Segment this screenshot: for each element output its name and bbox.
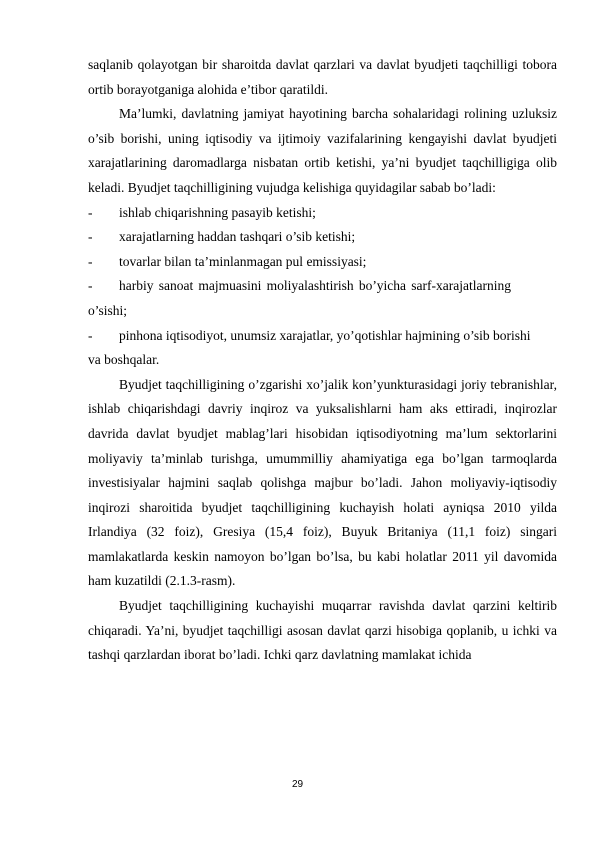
page-number: 29 — [291, 779, 304, 790]
list-item — [88, 324, 557, 349]
list-item-continuation: va boshqalar. — [88, 352, 160, 368]
list-item-text: tovarlar bilan ta’minlanmagan pul emissiyasi; — [119, 253, 367, 269]
list-item — [88, 274, 557, 299]
list-item — [88, 250, 557, 275]
list-item-text — [119, 274, 511, 299]
word: bo’yicha — [358, 278, 407, 294]
word: sarf-xarajatlarning — [411, 278, 511, 294]
paragraph-budget-deficit-causes: Ma’lumki, davlatning jamiyat hayotining barcha sohalaridagi rolining uzluksiz o’sib borishi, uning iqtisodiy va ijtimoiy vazifalarining kengayishi davlat byudjeti xarajatlarining daromadlarga nisbatan ortib ketishi, ya’ni byudjet taqchilligiga olib keladi. Byudjet taqchilligining vujudga kelishiga quyidagilar sabab bo’ladi: — [88, 106, 557, 195]
paragraph-state-debt: Byudjet taqchilligining kuchayishi muqarrar ravishda davlat qarzini keltirib chiqaradi. Ya’ni, byudjet taqchilligi asosan davlat qarzi hisobiga qoplanib, u ichki va tashqi qarzlardan iborat bo’ladi. Ichki qarz davlatning mamlakat ichida — [88, 598, 557, 663]
list-item-text: xarajatlarning haddan tashqari o’sib ketishi; — [119, 229, 356, 245]
paragraph-deficit-dynamics: Byudjet taqchilligining o’zgarishi xo’jalik kon’yunkturasidagi joriy tebranishlar, ishlab chiqarishdagi davriy inqiroz va yuksalishlarni ham aks ettiradi, inqirozlar davrida davlat byudjet mablag’lari hisobidan iqtisodiyotning ma’lum sektorlarini moliyaviy ta’minlab turishga, umummilliy ahamiyatiga ega bo’lgan tarmoqlarda investisiyalar hajmini saqlab qolishga majbur bo’ladi. Jahon moliyaviy-iqtisodiy inqirozi sharoitida byudjet taqchilligining kuchayish holati ayniqsa 2010 yilda Irlandiya (32 foiz), Gresiya (15,4 foiz), Buyuk Britaniya (11,1 foiz) singari mamlakatlarda keskin namoyon bo’lgan bo’lsa, bu kabi holatlar 2011 yil davomida ham kuzatildi (2.1.3-rasm). — [88, 376, 557, 589]
list-item-text: pinhona iqtisodiyot, unumsiz xarajatlar, yo’qotishlar hajmining o’sib borishi — [119, 327, 531, 343]
paragraph-intro: saqlanib qolayotgan bir sharoitda davlat qarzlari va davlat byudjeti taqchilligi tobora ortib borayotganiga alohida e’tibor qaratildi. — [88, 57, 557, 97]
list-dash: - — [88, 253, 93, 269]
list-dash: - — [88, 204, 93, 220]
list-item — [88, 201, 557, 226]
word: sanoat — [158, 278, 194, 294]
list-item-text: ishlab chiqarishning pasayib ketishi; — [119, 204, 316, 220]
list-item-continuation: o’sishi; — [88, 302, 128, 318]
word: harbiy — [119, 278, 154, 294]
list-dash: - — [88, 229, 93, 245]
causes-list — [88, 201, 557, 373]
word: moliyalashtirish — [266, 278, 354, 294]
list-dash: - — [88, 327, 93, 343]
list-dash: - — [88, 278, 93, 294]
document-page — [88, 53, 557, 668]
word: majmuasini — [198, 278, 262, 294]
list-item — [88, 225, 557, 250]
